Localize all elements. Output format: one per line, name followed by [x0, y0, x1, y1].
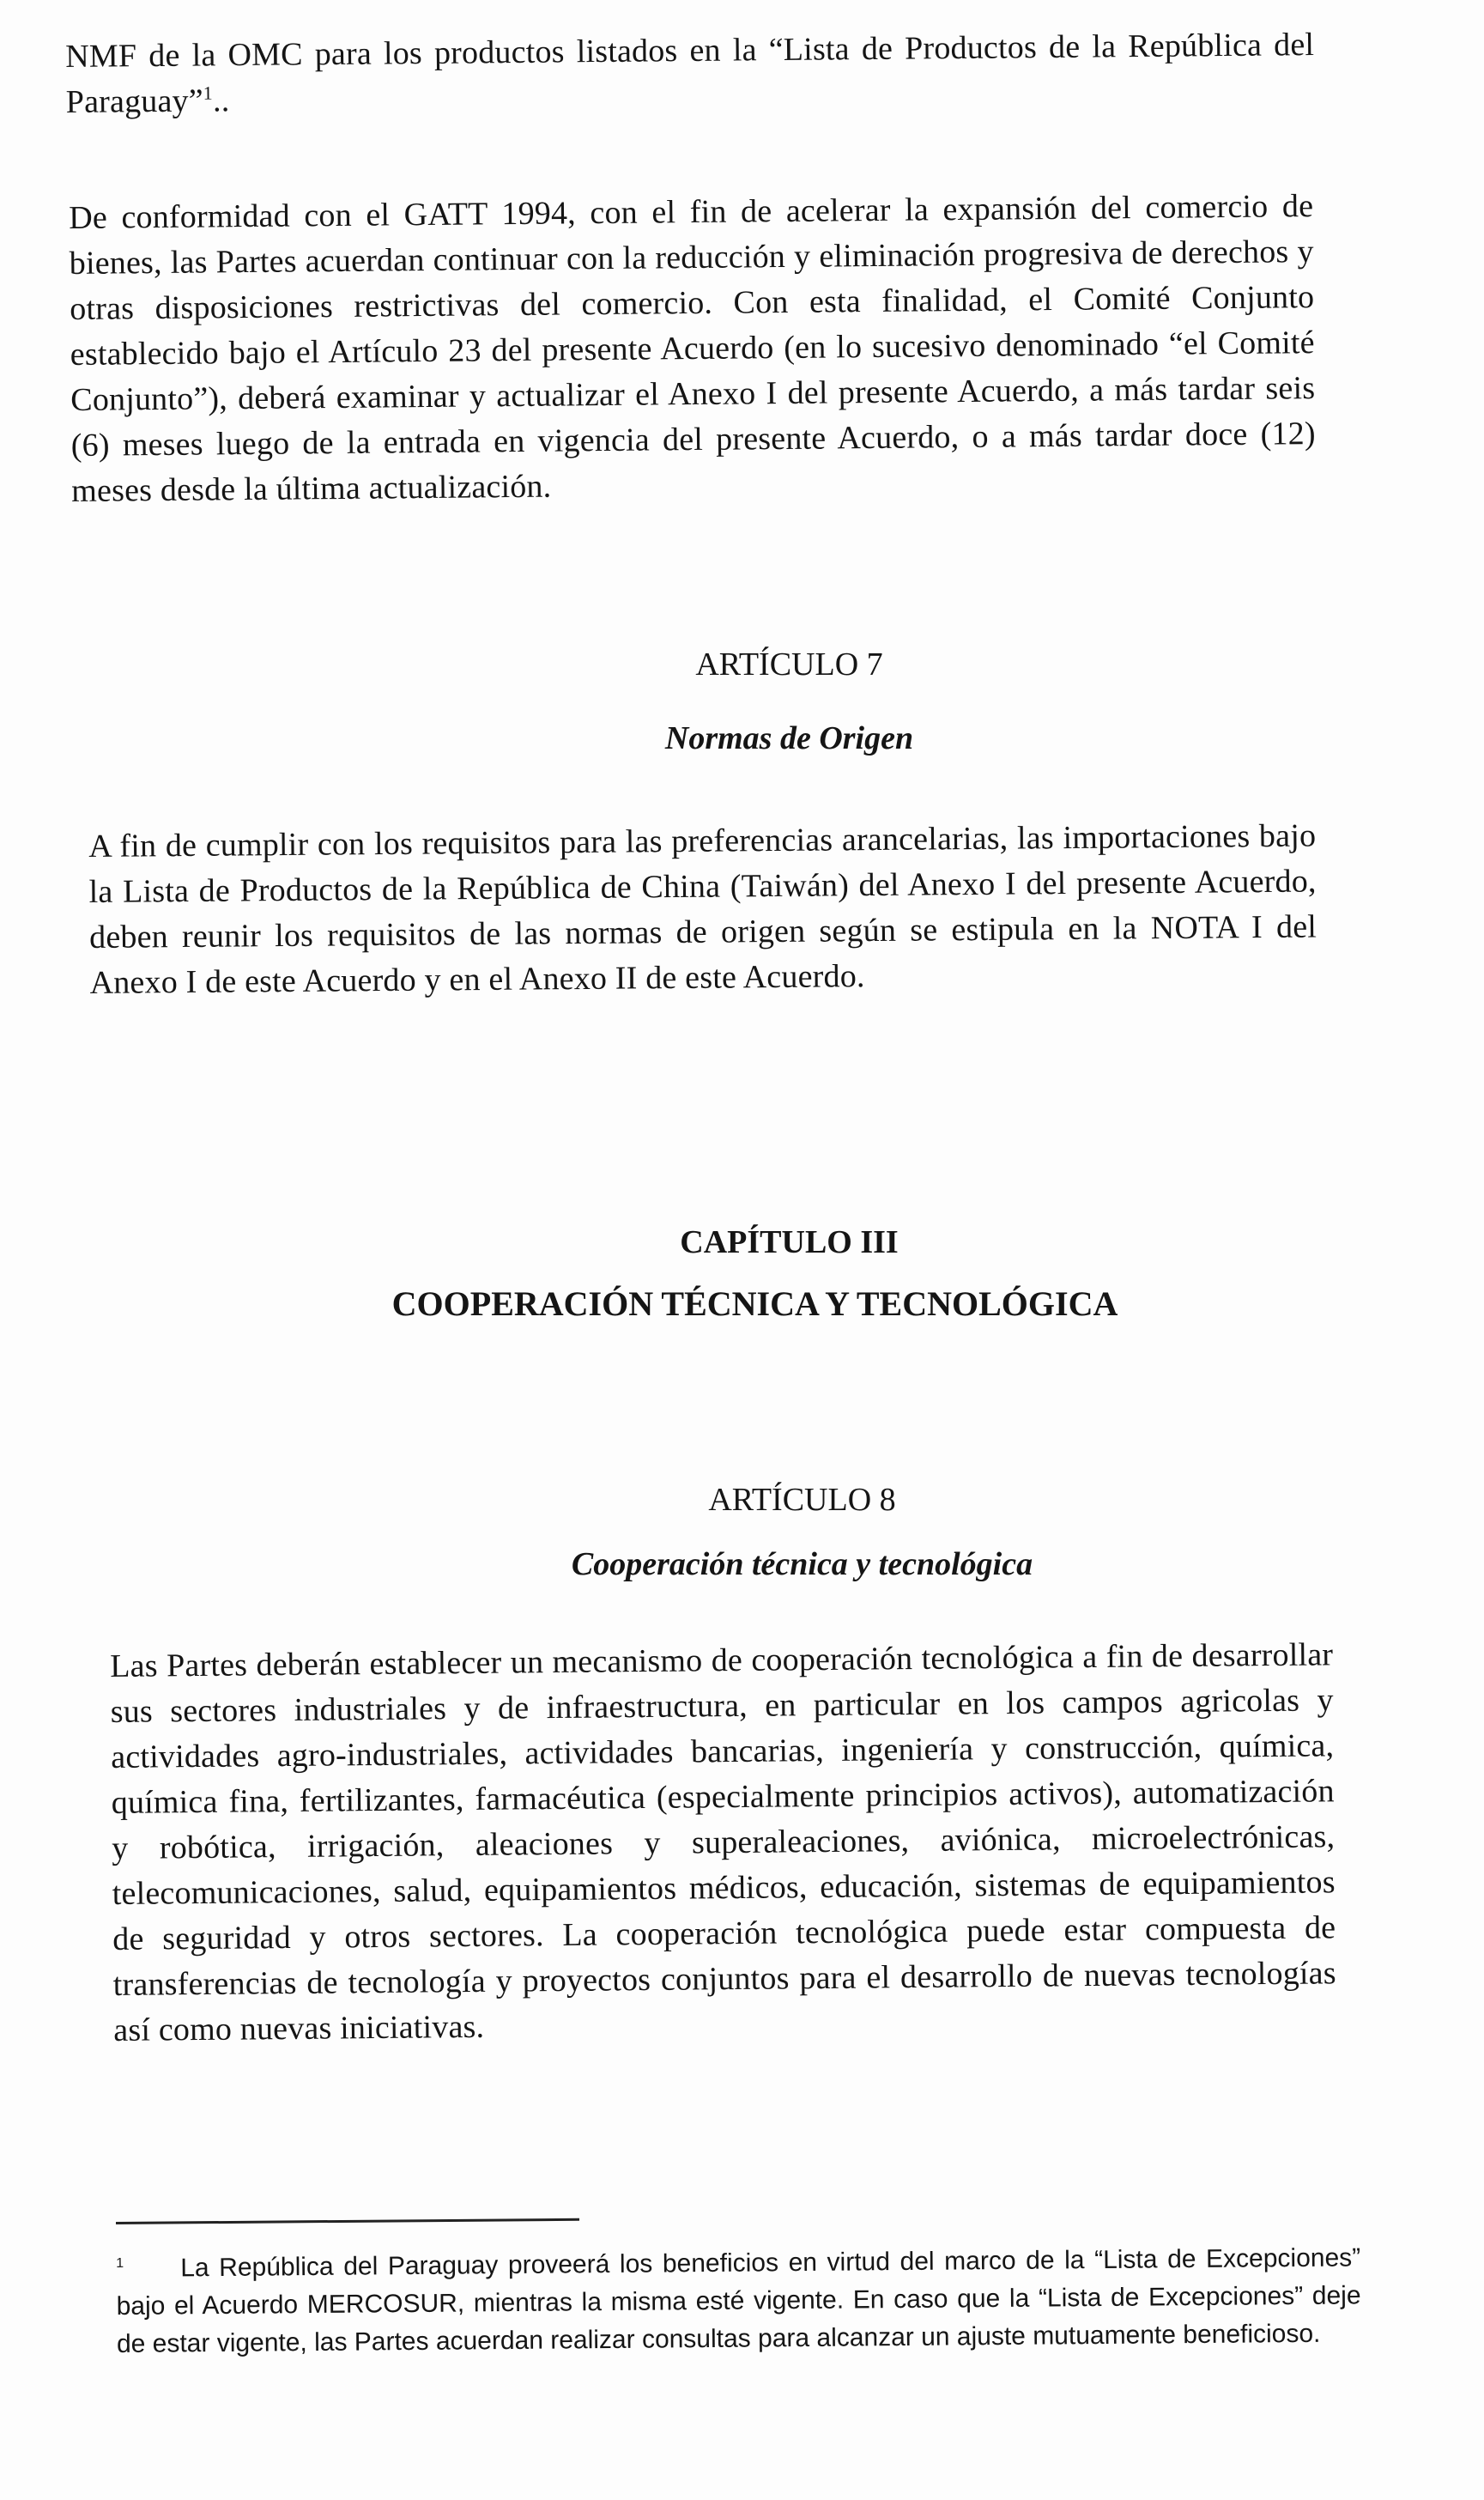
paragraph-continued — [65, 22, 1315, 125]
paragraph-continued-text: NMF de la OMC para los productos listados en la “Lista de Productos de la República del Paraguay” — [65, 27, 1315, 120]
chapter-3-heading: CAPÍTULO III — [680, 1224, 899, 1260]
footnote-marker: 1 — [116, 2255, 124, 2271]
chapter-3-subtitle: COOPERACIÓN TÉCNICA Y TECNOLÓGICA — [391, 1284, 1118, 1323]
article-8-subtitle: Cooperación técnica y tecnológica — [571, 1546, 1033, 1582]
paragraph-continued-trailing: .. — [212, 82, 230, 119]
article-7-body: A fin de cumplir con los requisitos para las preferencias arancelarias, las importaciones bajo la Lista de Productos de la República de China (Taiwán) del Anexo I del presente Acuerdo, deben reunir los requisitos de las normas de origen según se estipula en la NOTA I del Anexo I de este Acuerdo y en el Anexo II de este Acuerdo. — [88, 817, 1317, 1001]
article-8-heading: ARTÍCULO 8 — [708, 1482, 896, 1518]
footnote — [116, 2234, 1361, 2363]
article-7-heading: ARTÍCULO 7 — [695, 646, 883, 683]
article-8-body: Las Partes deberán establecer un mecanismo de cooperación tecnológica a fin de desarrollar sus sectores industriales y de infraestructura, en particular en los campos agricolas y actividades agro-industriales, actividades bancarias, ingeniería y construcción, química, química fina, fertilizantes, farmacéutica (especialmente principios activos), automatización y robótica, irrigación, aleaciones y superaleaciones, aviónica, microelectrónicas, telecomunicaciones, salud, equipamientos médicos, educación, sistemas de equipamientos de seguridad y otros sectores. La cooperación tecnológica puede estar compuesta de transferencias de tecnología y proyectos conjuntos para el desarrollo de nuevas tecnologías así como nuevas iniciativas. — [110, 1636, 1336, 2048]
paragraph-gatt: De conformidad con el GATT 1994, con el fin de acelerar la expansión del comercio de bienes, las Partes acuerdan continuar con la reducción y eliminación progresiva de derechos y otras disposiciones restrictivas del comercio. Con esta finalidad, el Comité Conjunto establecido bajo el Artículo 23 del presente Acuerdo (en lo sucesivo denominado “el Comité Conjunto”), deberá examinar y actualizar el Anexo I del presente Acuerdo, a más tardar seis (6) meses luego de la entrada en vigencia del presente Acuerdo, o a más tardar doce (12) meses desde la última actualización. — [69, 188, 1316, 509]
footnote-text: La República del Paraguay proveerá los beneficios en virtud del marco de la “Lista de Excepciones” bajo el Acuerdo MERCOSUR, mientras la misma esté vigente. En caso que la “Lista de Excepciones” deje de estar vigente, las Partes acuerdan realizar consultas para alcanzar un ajuste mutuamente beneficioso. — [116, 2243, 1361, 2358]
article-7-subtitle: Normas de Origen — [664, 720, 914, 756]
footnote-reference[interactable]: 1 — [203, 82, 214, 104]
footnote-separator — [116, 2218, 579, 2224]
